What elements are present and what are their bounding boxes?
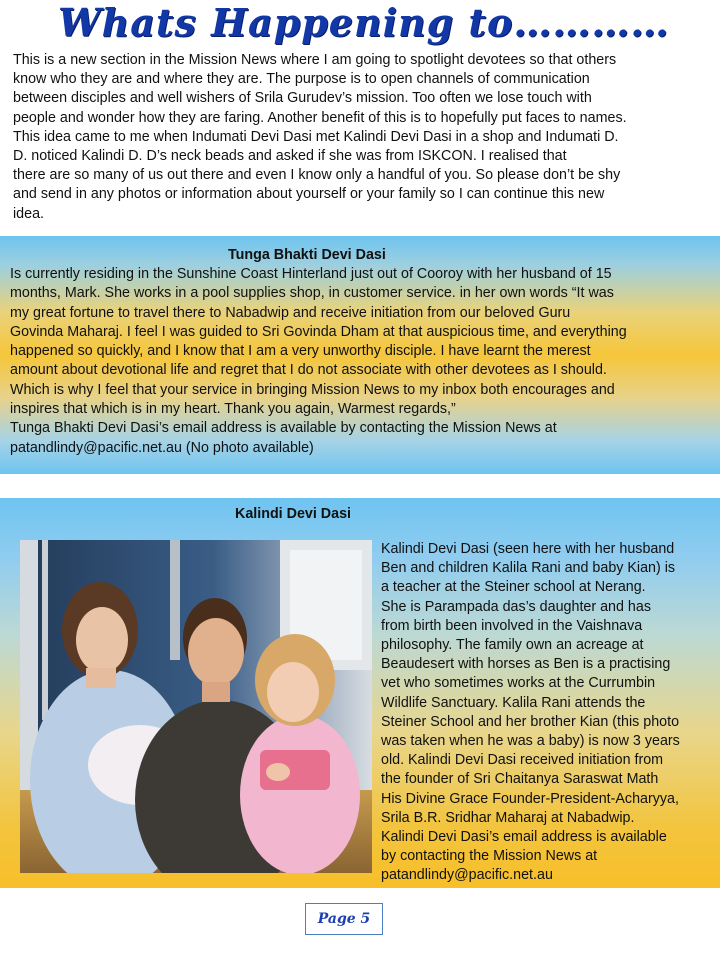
page-title: Whats Happening to…………: [58, 0, 670, 45]
devotee-spotlight-kalindi: [0, 498, 720, 888]
page-number-box: [305, 903, 383, 935]
intro-line: there are so many of us out there and even I know only a handful of you. So please don’t be shy: [13, 167, 621, 184]
devotee-spotlight-tunga: [0, 236, 720, 474]
section-body-tunga: [10, 265, 716, 458]
body-line: Kalindi Devi Dasi (seen here with her husband: [381, 541, 675, 557]
intro-line: idea.: [13, 205, 45, 222]
body-line: Beaudesert with horses as Ben is a practising: [381, 656, 671, 673]
intro-line: between disciples and well wishers of Srila Gurudev’s mission. Too often we lose touch with: [13, 90, 592, 107]
body-line: by contacting the Mission News at: [381, 848, 598, 865]
body-line: Tunga Bhakti Devi Dasi’s email address is available by contacting the Mission News at: [10, 420, 557, 437]
body-line: Govinda Maharaj. I feel I was guided to Sri Govinda Dham at that auspicious time, and everything: [10, 323, 627, 340]
intro-line: This idea came to me when Indumati Devi Dasi met Kalindi Devi Dasi in a shop and Indumati D.: [13, 128, 619, 145]
section-heading-tunga: Tunga Bhakti Devi Dasi: [228, 247, 386, 263]
body-line: my great fortune to travel there to Nabadwip and receive initiation from our beloved Guru: [10, 304, 571, 321]
intro-line: know who they are and where they are. The purpose is to open channels of communication: [13, 71, 590, 88]
body-line: Is currently residing in the Sunshine Coast Hinterland just out of Cooroy with her husband of 15: [10, 266, 612, 282]
section-body-kalindi: [381, 540, 717, 886]
intro-text: [13, 51, 713, 224]
body-line: Which is why I feel that your service in bringing Mission News to my inbox both encourages and: [10, 381, 615, 398]
body-line: philosophy. The family own an acreage at: [381, 637, 644, 654]
body-line: Steiner School and her brother Kian (this photo: [381, 713, 680, 730]
body-line: was taken when he was a baby) is now 3 years: [381, 733, 680, 750]
body-line: patandlindy@pacific.net.au: [381, 867, 553, 884]
body-line: vet who sometimes works at the Currumbin: [381, 675, 656, 692]
intro-line: people and wonder how they are faring. Another benefit of this is to hopefully put faces to names.: [13, 109, 627, 126]
body-line: Ben and children Kalila Rani and baby Kian) is: [381, 560, 676, 577]
body-line: a teacher at the Steiner school at Nerang.: [381, 579, 646, 596]
body-line: the founder of Sri Chaitanya Saraswat Math: [381, 771, 659, 788]
body-line: inspires that which is in my heart. Thank you again, Warmest regards,”: [10, 401, 456, 418]
page-number-label: Page 5: [317, 911, 371, 927]
body-line: happened so quickly, and I know that I am a very unworthy disciple. I have learnt the merest: [10, 343, 591, 360]
body-line: Kalindi Devi Dasi’s email address is available: [381, 829, 667, 846]
body-line: old. Kalindi Devi Dasi received initiation from: [381, 752, 664, 769]
section-heading-kalindi: Kalindi Devi Dasi: [235, 506, 352, 522]
body-line: amount about devotional life and regret that I do not associate with other devotees as I should.: [10, 362, 607, 379]
intro-line: and send in any photos or information about yourself or your family so I can continue this new: [13, 186, 605, 203]
body-line: from birth been involved in the Vaishnava: [381, 617, 643, 634]
body-line: His Divine Grace Founder-President-Acharyya,: [381, 790, 679, 807]
body-line: months, Mark. She works in a pool supplies shop, in customer service. in her own words “It was: [10, 285, 614, 302]
body-line: She is Parampada das’s daughter and has: [381, 598, 651, 615]
intro-line: D. noticed Kalindi D. D’s neck beads and asked if she was from ISKCON. I realised that: [13, 148, 567, 165]
intro-line: This is a new section in the Mission News where I am going to spotlight devotees so that others: [13, 52, 617, 68]
body-line: Wildlife Sanctuary. Kalila Rani attends the: [381, 694, 646, 711]
family-photo: [20, 540, 372, 873]
body-line: Srila B.R. Sridhar Maharaj at Nabadwip.: [381, 809, 635, 826]
body-line: patandlindy@pacific.net.au (No photo available): [10, 439, 314, 456]
